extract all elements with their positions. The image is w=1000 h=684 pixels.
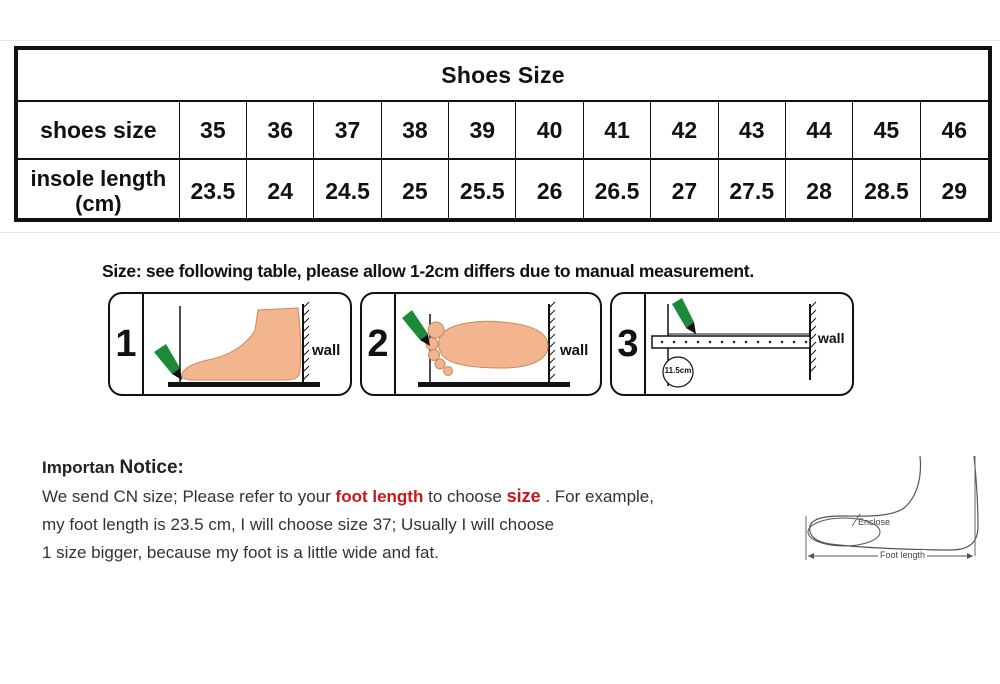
step-3-panel — [610, 292, 854, 396]
size-cell: 35 — [180, 102, 247, 158]
row-label-line-2: (cm) — [75, 191, 122, 216]
wall-label: wall — [312, 342, 341, 359]
length-cell: 27 — [651, 160, 718, 222]
row-label-shoes-size: shoes size — [18, 102, 180, 158]
size-cell: 39 — [449, 102, 516, 158]
notice-text: We send CN size; Please refer to your — [42, 487, 331, 506]
size-cell: 40 — [516, 102, 583, 158]
step-number: 2 — [362, 294, 396, 394]
measurement-instruction: Size: see following table, please allow 1-2cm differs due to manual measurement. — [102, 261, 754, 281]
notice-highlight: size — [506, 486, 541, 506]
wall-label: wall — [560, 342, 589, 359]
length-cell: 28 — [786, 160, 853, 222]
table-row-insole-length — [18, 160, 988, 222]
notice-section — [42, 454, 802, 567]
notice-text: . For example, — [545, 487, 654, 506]
size-cell: 42 — [651, 102, 718, 158]
foot-length-label: Foot length — [880, 550, 926, 560]
size-cell: 36 — [247, 102, 314, 158]
size-cell: 46 — [941, 116, 968, 143]
measurement-circle-label: 11.5cm — [664, 366, 692, 375]
foot-length-diagram — [800, 456, 990, 571]
step-2-panel — [360, 292, 602, 396]
size-cell: 45 — [853, 102, 920, 158]
notice-line-2: my foot length is 23.5 cm, I will choose size 37; Usually I will choose — [42, 515, 555, 534]
size-chart-table — [14, 46, 992, 222]
size-cell: 41 — [584, 102, 651, 158]
size-cell: 37 — [314, 102, 381, 158]
notice-title-part: Notice: — [119, 457, 184, 478]
length-cell: 25.5 — [449, 160, 516, 222]
length-cell: 27.5 — [719, 160, 786, 222]
size-cell: 44 — [786, 102, 853, 158]
enclose-label: Enclose — [858, 517, 891, 527]
step-1-panel — [108, 292, 352, 396]
length-cell: 26 — [516, 160, 583, 222]
row-label-insole-length — [18, 160, 180, 222]
notice-line-1 — [42, 482, 802, 511]
wall-label: wall — [818, 330, 845, 346]
table-row-shoe-size — [18, 102, 988, 160]
length-cell: 28.5 — [853, 160, 920, 222]
notice-title-part: Importan — [42, 458, 115, 477]
step-number: 3 — [612, 294, 646, 394]
table-title: Shoes Size — [18, 50, 988, 102]
length-cell: 25 — [382, 160, 449, 222]
length-cell: 26.5 — [584, 160, 651, 222]
row-label-line-1: insole length — [30, 165, 167, 191]
notice-line-3: 1 size bigger, because my foot is a little wide and fat. — [42, 543, 439, 562]
size-cell: 38 — [382, 102, 449, 158]
notice-highlight: foot length — [335, 487, 424, 506]
step-number: 1 — [110, 294, 144, 394]
notice-text: to choose — [428, 487, 502, 506]
size-cell: 43 — [719, 102, 786, 158]
notice-title — [42, 454, 802, 482]
length-cell: 23.5 — [180, 160, 247, 222]
length-cell: 24.5 — [314, 160, 381, 222]
length-cell: 24 — [247, 160, 314, 222]
length-cell: 29 — [941, 177, 968, 204]
